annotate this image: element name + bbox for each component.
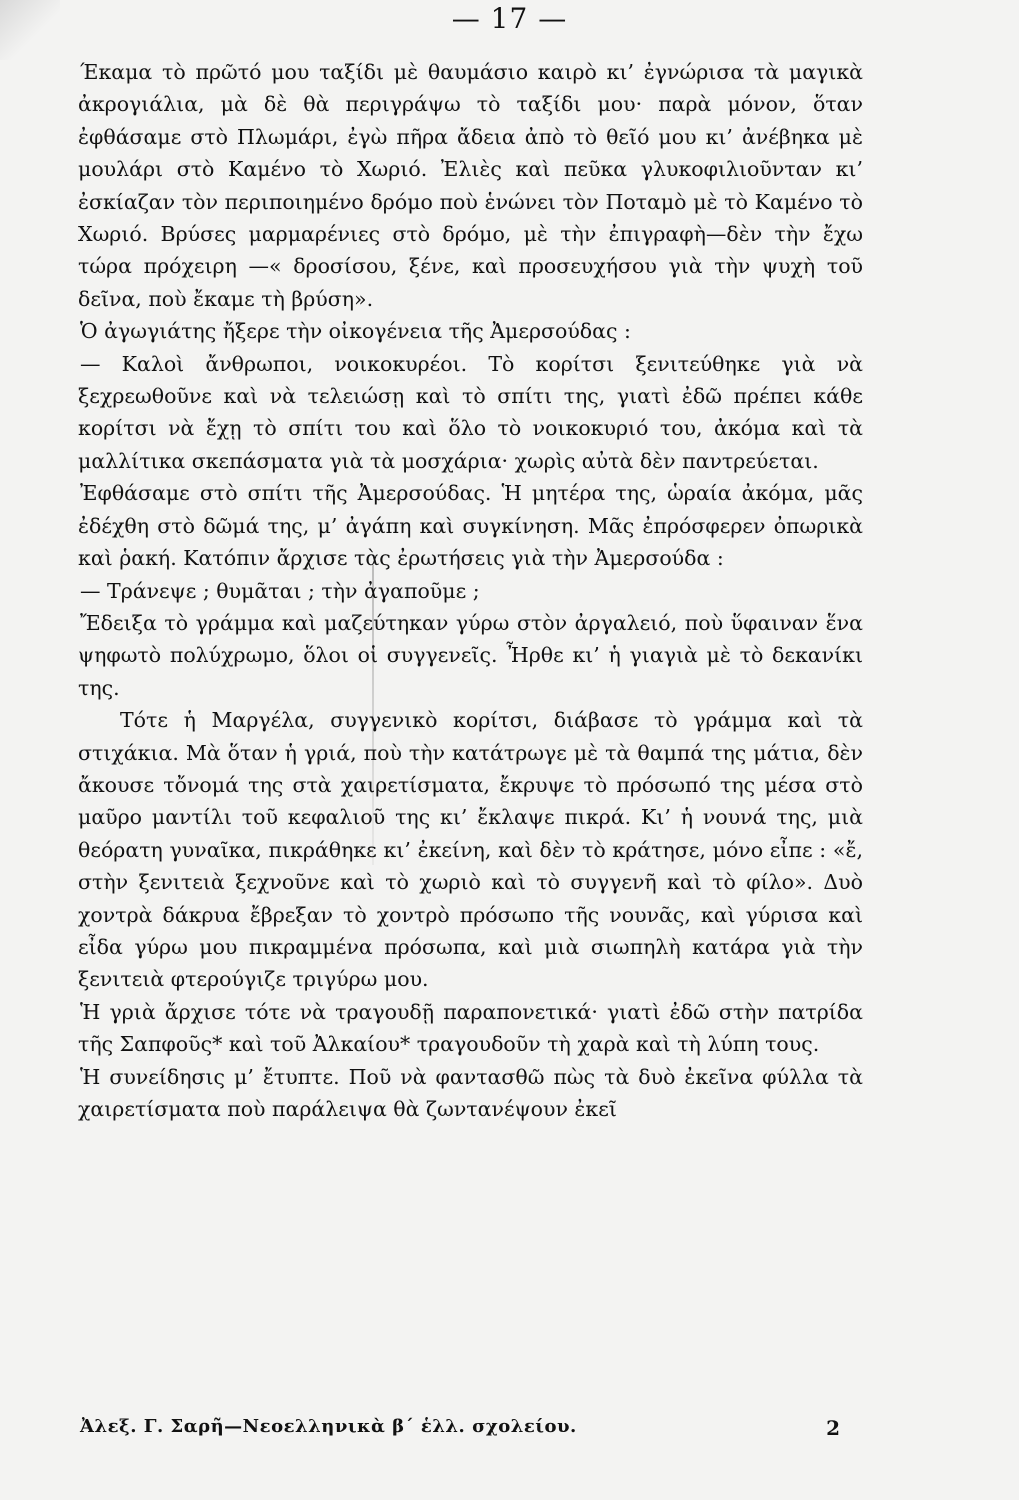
paragraph: Ἐφθάσαμε στὸ σπίτι τῆς Ἀμερσούδας. Ἡ μητέρα της, ὡραία ἀκόμα, μᾶς ἐδέχθη στὸ δῶμά της, μ’ ἀγάπη καὶ συγκίνηση. Μᾶς ἐπρόσφερεν ὀπωρικὰ καὶ ῥακή. Κατόπιν ἄρχισε τὰς ἐρωτήσεις γιὰ τὴν Ἀμερσούδα : bbox=[78, 481, 863, 571]
page-footer bbox=[80, 1416, 840, 1440]
paragraph: — Καλοὶ ἄνθρωποι, νοικοκυρέοι. Τὸ κορίτσι ξενιτεύθηκε γιὰ νὰ ξεχρεωθοῦνε καὶ νὰ τελειώσῃ καὶ τὸ σπίτι της, γιατὶ ἐδῶ πρέπει κάθε κορίτσι νὰ ἔχῃ τὸ σπίτι του καὶ ὅλο τὸ νοικοκυριό του, ἀκόμα καὶ τὰ μαλλίτικα σκεπάσματα γιὰ τὰ μοσχάρια· χωρὶς αὐτὰ δὲν παντρεύεται. bbox=[78, 351, 863, 473]
paragraph: Ἡ γριὰ ἄρχισε τότε νὰ τραγουδῇ παραπονετικά· γιατὶ ἐδῶ στὴν πατρίδα τῆς Σαπφοῦς* καὶ τοῦ Ἀλκαίου* τραγουδοῦν τὴ χαρὰ καὶ τὴ λύπη τους. bbox=[78, 999, 863, 1057]
page-number: — 17 — bbox=[451, 2, 568, 35]
paragraph: Ἔδειξα τὸ γράμμα καὶ μαζεύτηκαν γύρω στὸν ἀργαλειό, ποὺ ὕφαιναν ἕνα ψηφωτὸ πολύχρωμο, ὅλοι οἱ συγγενεῖς. Ἦρθε κι’ ἡ γιαγιὰ μὲ τὸ δεκανίκι της. bbox=[78, 610, 863, 700]
paragraph: Ὁ ἀγωγιάτης ἤξερε τὴν οἰκογένεια τῆς Ἀμερσούδας : bbox=[80, 319, 631, 344]
paragraph: Έκαμα τὸ πρῶτό μου ταξίδι μὲ θαυμάσιο καιρὸ κι’ ἐγνώρισα τὰ μαγικὰ ἀκρογιάλια, μὰ δὲ θὰ περιγράψω τὸ ταξίδι μου· παρὰ μόνον, ὅταν ἐφθάσαμε στὸ Πλωμάρι, ἐγὼ πῆρα ἄδεια ἀπὸ τὸ θεῖό μου κι’ ἀνέβηκα μὲ μουλάρι στὸ Καμένο τὸ Χωριό. Ἐλιὲς καὶ πεῦκα γλυκοφιλιοῦνταν κι’ ἐσκίαζαν τὸν περιποιημένο δρόμο ποὺ ἑνώνει τὸν Ποταμὸ μὲ τὸ Καμένο τὸ Χωριό. Βρύσες μαρμαρένιες στὸ δρόμο, μὲ τὴν ἐπιγραφὴ—δὲν τὴν ἔχω τώρα πρόχειρη —« δροσίσου, ξένε, καὶ προσευχήσου γιὰ τὴν ψυχὴ τοῦ δεῖνα, ποὺ ἔκαμε τὴ βρύση». bbox=[78, 60, 863, 311]
paragraph: — Τράνεψε ; θυμᾶται ; τὴν ἀγαποῦμε ; bbox=[80, 578, 480, 603]
sheet-number: 2 bbox=[826, 1416, 840, 1440]
body-text bbox=[78, 56, 863, 1125]
paragraph: Τότε ἡ Μαργέλα, συγγενικὸ κορίτσι, διάβασε τὸ γράμμα καὶ τὰ στιχάκια. Μὰ ὅταν ἡ γριά, ποὺ τὴν κατάτρωγε μὲ τὰ θαμπά της μάτια, δὲν ἄκουσε τὄνομά της στὰ χαιρετίσματα, ἔκρυψε τὸ πρόσωπό της μέσα στὸ μαῦρο μαντίλι τοῦ κεφαλιοῦ της κι’ ἔκλαψε πικρά. Κι’ ἡ νουνά της, μιὰ θεόρατη γυναῖκα, πικράθηκε κι’ ἐκείνη, καὶ δὲν τὸ κράτησε, μόνο εἶπε : «ἔ, στὴν ξενιτειὰ ξεχνοῦνε καὶ τὸ χωριὸ καὶ τὸ συγγενῆ καὶ τὸ φίλο». Δυὸ χοντρὰ δάκρυα ἔβρεξαν τὸ χοντρὸ πρόσωπο τῆς νουνᾶς, καὶ γύρισα καὶ εἶδα γύρω μου πικραμμένα πρόσωπα, καὶ μιὰ σιωπηλὴ κατάρα γιὰ τὴν ξενιτειὰ φτερούγιζε τριγύρω μου. bbox=[78, 708, 863, 992]
paragraph: Ἡ συνείδησις μ’ ἔτυπτε. Ποῦ νὰ φαντασθῶ πὼς τὰ δυὸ ἐκεῖνα φύλλα τὰ χαιρετίσματα ποὺ παράλειψα θὰ ζωντανέψουν ἐκεῖ bbox=[78, 1064, 863, 1121]
footer-signature: Ἀλεξ. Γ. Σαρῆ—Νεοελληνικὰ β´ ἑλλ. σχολείου. bbox=[80, 1416, 577, 1437]
